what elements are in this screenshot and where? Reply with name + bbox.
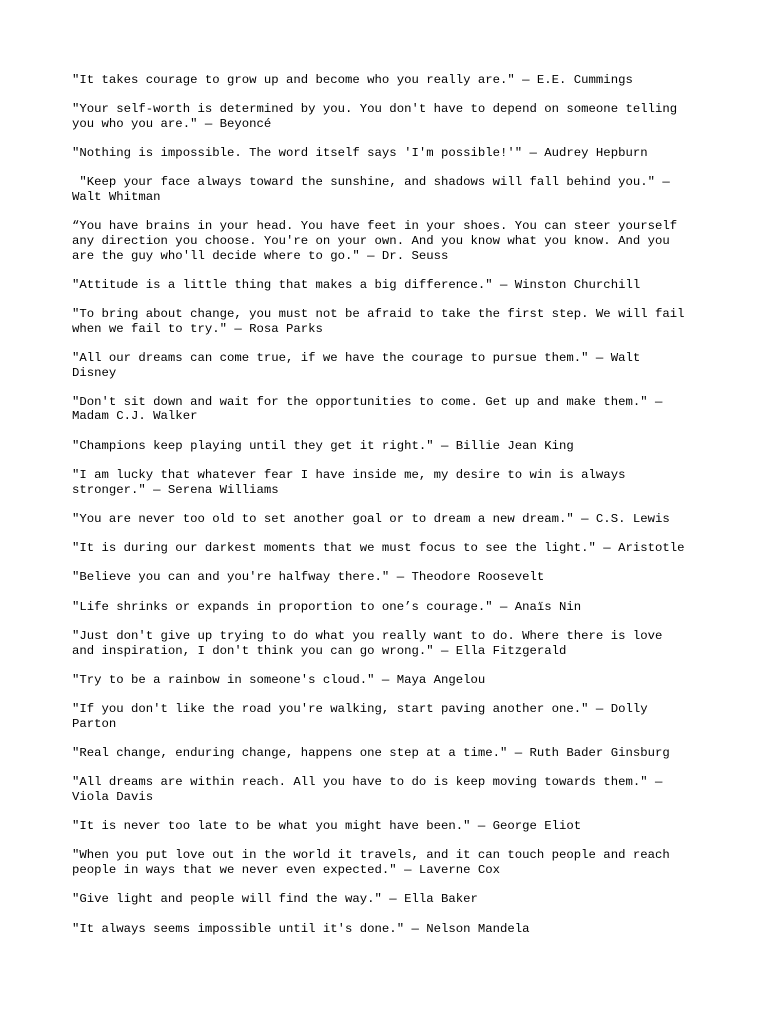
quote-item: "It takes courage to grow up and become who you really are." — E.E. Cummings: [72, 73, 633, 87]
quote-item: "I am lucky that whatever fear I have inside me, my desire to win is always stronger." — Serena Williams: [72, 467, 626, 497]
quote-item: "Your self-worth is determined by you. You don't have to depend on someone telling you who you are." — Beyoncé: [72, 102, 678, 131]
quote-item: "Believe you can and you're halfway there." — Theodore Roosevelt: [72, 570, 545, 585]
quote-item: "All dreams are within reach. All you have to do is keep moving towards them." — Viola Davis: [72, 775, 663, 804]
quote-item: "You are never too old to set another goal or to dream a new dream." — C.S. Lewis: [72, 511, 670, 526]
quote-item: "It is during our darkest moments that we must focus to see the light." — Aristotle: [72, 541, 685, 556]
quote-list: [72, 73, 712, 951]
quote-item: "Real change, enduring change, happens one step at a time." — Ruth Bader Ginsburg: [72, 746, 670, 760]
quote-item: "Life shrinks or expands in proportion to one’s courage." — Anaïs Nin: [72, 599, 582, 614]
quote-item: “You have brains in your head. You have feet in your shoes. You can steer yourself any direction you choose. You're on your own. And you know what you know. And you are the guy who'll decide where to go." — Dr. Seuss: [72, 219, 678, 263]
quote-item: "Attitude is a little thing that makes a big difference." — Winston Churchill: [72, 277, 641, 292]
quote-item: "It is never too late to be what you might have been." — George Eliot: [72, 819, 582, 834]
quote-item: "Keep your face always toward the sunshine, and shadows will fall behind you." — Walt Whitman: [72, 175, 670, 205]
quote-item: "Don't sit down and wait for the opportunities to come. Get up and make them." — Madam C.J. Walker: [72, 394, 663, 424]
quote-item: "To bring about change, you must not be afraid to take the first step. We will fail when we fail to try." — Rosa Parks: [72, 307, 685, 336]
quote-item: "Try to be a rainbow in someone's cloud." — Maya Angelou: [72, 672, 486, 687]
quote-item: "Give light and people will find the way." — Ella Baker: [72, 892, 478, 907]
quote-item: "Just don't give up trying to do what you really want to do. Where there is love and inspiration, I don't think you can go wrong." — Ella Fitzgerald: [72, 628, 663, 658]
quote-item: "Champions keep playing until they get it right." — Billie Jean King: [72, 438, 574, 453]
quote-item: "If you don't like the road you're walking, start paving another one." — Dolly Parton: [72, 702, 648, 731]
quote-item: "Nothing is impossible. The word itself says 'I'm possible!'" — Audrey Hepburn: [72, 146, 648, 161]
quote-item: "All our dreams can come true, if we have the courage to pursue them." — Walt Disney: [72, 350, 641, 380]
quote-item: "It always seems impossible until it's done." — Nelson Mandela: [72, 921, 530, 936]
quote-item: "When you put love out in the world it travels, and it can touch people and reach people in ways that we never even expected." — Laverne Cox: [72, 848, 670, 878]
